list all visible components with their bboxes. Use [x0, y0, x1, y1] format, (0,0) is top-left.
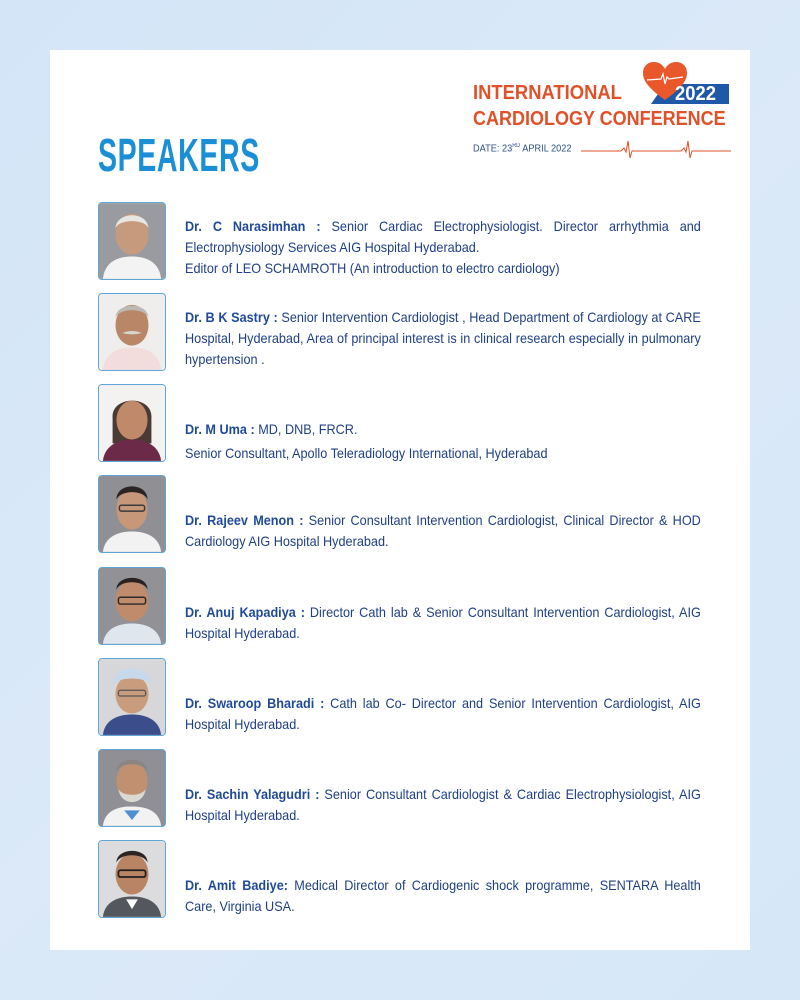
- speaker-description: Senior Intervention Cardiologist , Head Department of Cardiology at CARE Hospital, Hyderabad, Area of principal interest is in clinical research especially in pulmonary hypertension .: [185, 309, 701, 367]
- speaker-description: Director Cath lab & Senior Consultant Intervention Cardiologist, AIG Hospital Hyderabad.: [185, 604, 701, 641]
- person-portrait-icon: [99, 659, 165, 735]
- speaker-name: Dr. Rajeev Menon :: [185, 512, 304, 528]
- speaker-item: [98, 202, 708, 284]
- speaker-item: [98, 749, 708, 831]
- person-portrait-icon: [99, 385, 165, 461]
- speaker-name: Dr. Amit Badiye:: [185, 877, 288, 893]
- speaker-description: Medical Director of Cardiogenic shock programme, SENTARA Health Care, Virginia USA.: [185, 877, 701, 914]
- date-ordinal: RD: [512, 143, 521, 149]
- conference-logo: [473, 60, 763, 160]
- date-month-year: APRIL 2022: [520, 143, 572, 155]
- ecg-line-icon: [581, 138, 731, 160]
- speaker-photo: [98, 384, 166, 462]
- logo-line-cardiology-conference: CARDIOLOGY CONFERENCE: [473, 108, 726, 130]
- speaker-description: Senior Consultant Cardiologist & Cardiac Electrophysiologist, AIG Hospital Hyderabad.: [185, 786, 701, 823]
- speaker-photo: [98, 475, 166, 553]
- speaker-description-extra: Senior Consultant, Apollo Teleradiology International, Hyderabad: [185, 445, 548, 461]
- speakers-card: [50, 50, 750, 950]
- speaker-name: Dr. Anuj Kapadiya :: [185, 604, 305, 620]
- speaker-photo: [98, 840, 166, 918]
- speaker-bio: [185, 510, 701, 552]
- speaker-description: Cath lab Co- Director and Senior Intervention Cardiologist, AIG Hospital Hyderabad.: [185, 695, 701, 732]
- speaker-description: MD, DNB, FRCR.: [254, 421, 358, 437]
- speaker-description: Senior Cardiac Electrophysiologist. Director arrhythmia and Electrophysiology Services AIG Hospital Hyderabad.: [185, 218, 701, 255]
- person-portrait-icon: [99, 476, 165, 552]
- speaker-bio: [185, 693, 701, 735]
- speaker-item: [98, 475, 708, 557]
- person-portrait-icon: [99, 203, 165, 279]
- person-portrait-icon: [99, 750, 165, 826]
- speaker-item: [98, 384, 708, 466]
- speaker-item: [98, 658, 708, 740]
- speaker-bio: [185, 784, 701, 826]
- date-day: DATE: 23: [473, 143, 513, 155]
- speaker-photo: [98, 658, 166, 736]
- speaker-name: Dr. M Uma :: [185, 421, 255, 437]
- speaker-name: Dr. Swaroop Bharadi :: [185, 695, 325, 711]
- speaker-photo: [98, 202, 166, 280]
- speaker-item: [98, 567, 708, 649]
- logo-line-international: INTERNATIONAL: [473, 82, 622, 104]
- speaker-bio: [185, 419, 701, 464]
- speaker-name: Dr. C Narasimhan :: [185, 218, 321, 234]
- speaker-item: [98, 840, 708, 922]
- person-portrait-icon: [99, 568, 165, 644]
- speaker-name: Dr. B K Sastry :: [185, 309, 278, 325]
- page-title: SPEAKERS: [98, 129, 260, 181]
- speaker-photo: [98, 293, 166, 371]
- logo-year: 2022: [675, 83, 716, 105]
- speaker-name: Dr. Sachin Yalagudri :: [185, 786, 320, 802]
- speaker-description-extra: Editor of LEO SCHAMROTH (An introduction to electro cardiology): [185, 260, 560, 276]
- speaker-item: [98, 293, 708, 375]
- speaker-bio: [185, 875, 701, 917]
- person-portrait-icon: [99, 294, 165, 370]
- conference-date: [473, 143, 571, 154]
- speaker-bio: [185, 602, 701, 644]
- person-portrait-icon: [99, 841, 165, 917]
- speaker-photo: [98, 749, 166, 827]
- speaker-photo: [98, 567, 166, 645]
- speaker-description: Senior Consultant Intervention Cardiologist, Clinical Director & HOD Cardiology AIG Hospital Hyderabad.: [185, 512, 701, 549]
- speaker-bio: [185, 307, 701, 370]
- speaker-bio: [185, 216, 701, 279]
